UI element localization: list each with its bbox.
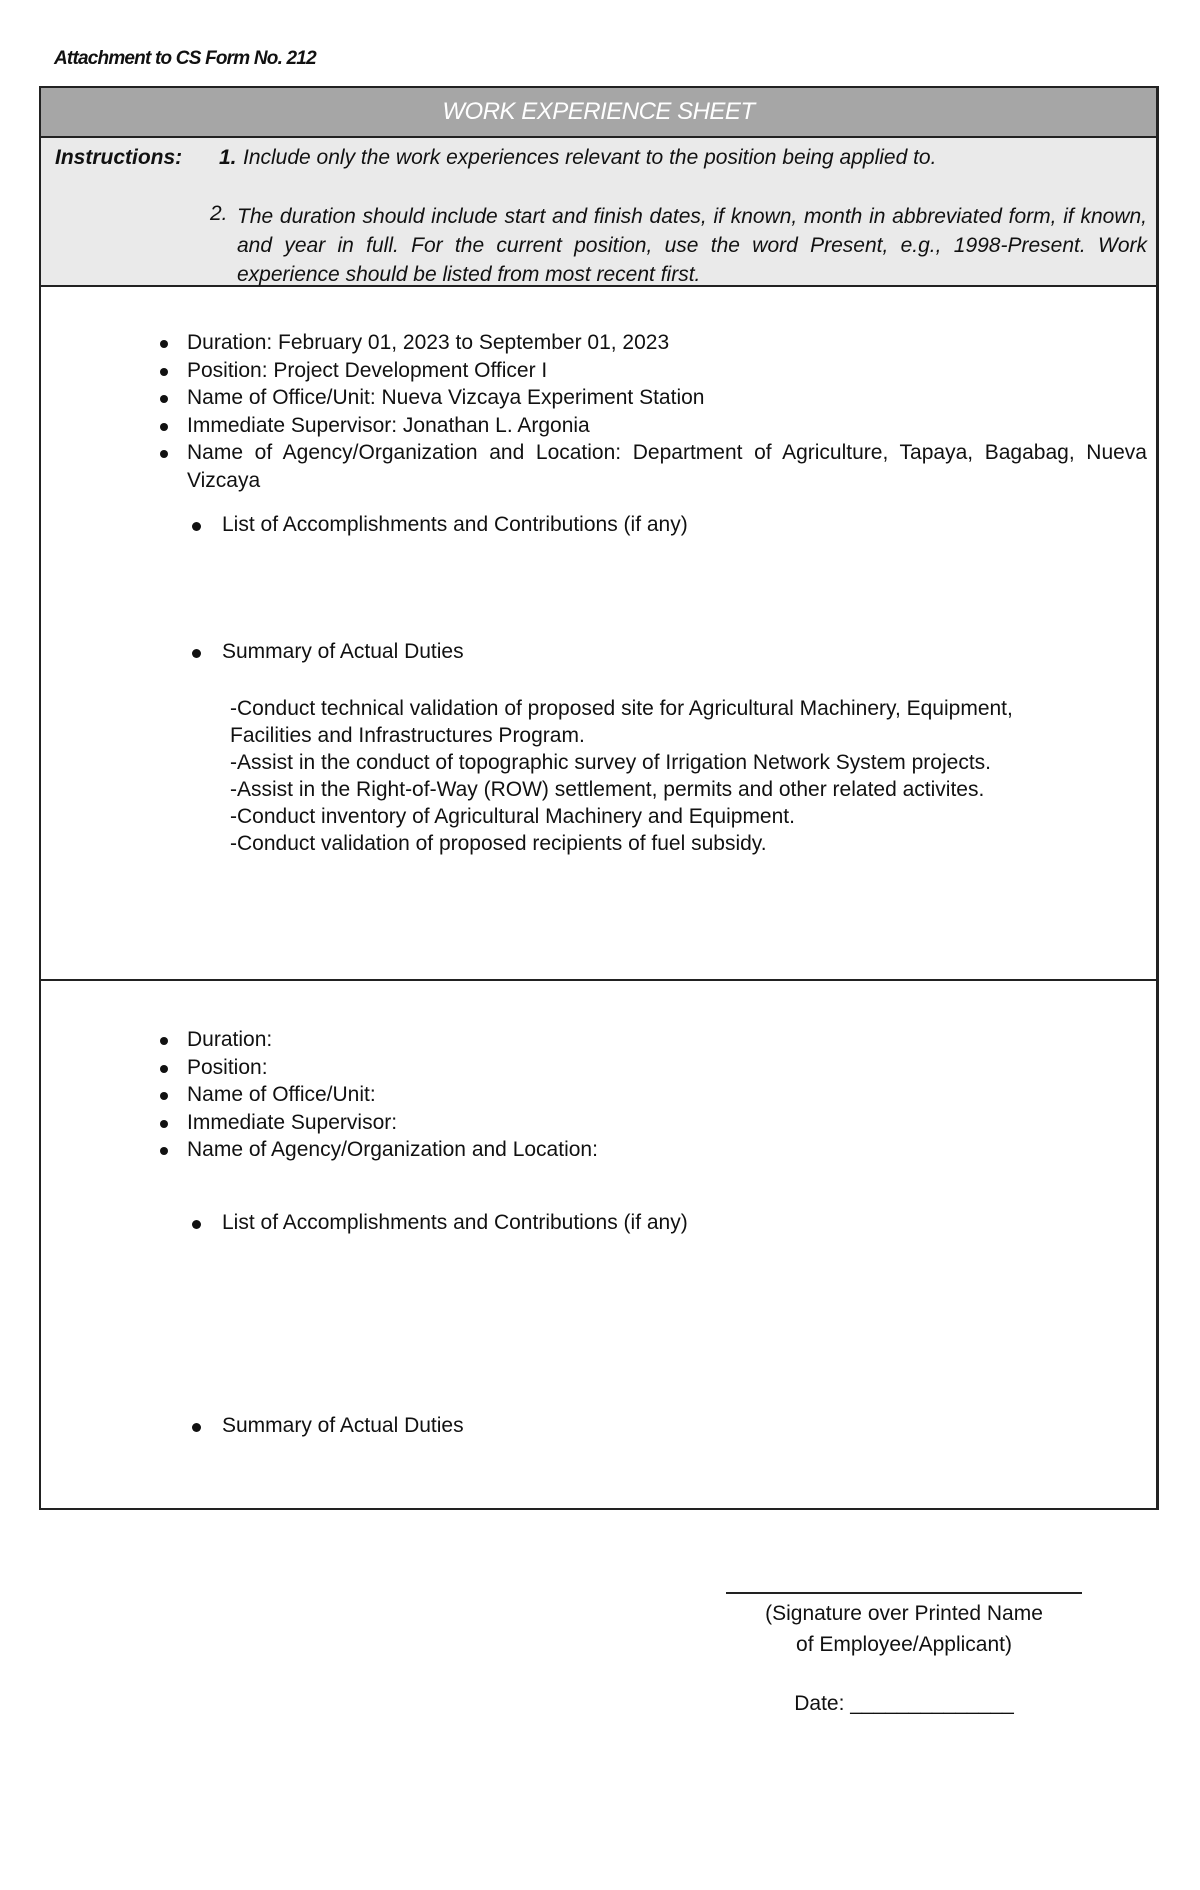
duty-line: -Conduct technical validation of proposed site for Agricultural Machinery, Equipment,: [230, 697, 1013, 720]
accomplishments-heading: List of Accomplishments and Contributions (if any): [153, 1211, 688, 1235]
experience-entry-1: [41, 287, 1156, 981]
instruction-2: The duration should include start and finish dates, if known, month in abbreviated form, if known, and year in full. For the current position, use the word Present, e.g., 1998-Present. Work experience should be listed from most recent first.: [237, 205, 1147, 286]
entry-2-fields: [123, 1026, 1147, 1164]
duties-heading: Summary of Actual Duties: [153, 640, 464, 664]
signature-caption: [726, 1598, 1082, 1660]
agency-field: Name of Agency/Organization and Location: Department of Agriculture, Tapaya, Bagabag, Nueva Vizcaya: [123, 439, 1147, 494]
duties-list: [230, 695, 1130, 857]
sheet-title: WORK EXPERIENCE SHEET: [41, 88, 1156, 138]
instruction-1: Include only the work experiences relevant to the position being applied to.: [243, 146, 937, 169]
office-field: Name of Office/Unit: Nueva Vizcaya Experiment Station: [123, 384, 1147, 412]
attachment-label: Attachment to CS Form No. 212: [54, 48, 316, 69]
supervisor-field: Immediate Supervisor:: [123, 1109, 1147, 1137]
instruction-1-number: 1.: [219, 146, 237, 169]
instructions-box: [41, 138, 1156, 287]
duration-field: Duration: February 01, 2023 to September 01, 2023: [123, 329, 1147, 357]
office-field: Name of Office/Unit:: [123, 1081, 1147, 1109]
agency-field: Name of Agency/Organization and Location:: [123, 1136, 1147, 1164]
duration-field: Duration:: [123, 1026, 1147, 1054]
signature-caption-line-2: of Employee/Applicant): [796, 1633, 1012, 1656]
signature-caption-line-1: (Signature over Printed Name: [765, 1602, 1043, 1625]
instructions-label: Instructions:: [55, 146, 183, 169]
date-field: Date: ______________: [794, 1692, 1014, 1715]
duty-line: Facilities and Infrastructures Program.: [230, 724, 585, 747]
duty-line: -Conduct validation of proposed recipients of fuel subsidy.: [230, 832, 767, 855]
instruction-2-number: 2.: [210, 202, 228, 225]
entry-1-fields: [123, 329, 1147, 494]
experience-entry-2: [41, 981, 1156, 1510]
supervisor-field: Immediate Supervisor: Jonathan L. Argonia: [123, 412, 1147, 440]
duty-line: -Assist in the conduct of topographic survey of Irrigation Network System projects.: [230, 751, 991, 774]
signature-line: [726, 1592, 1082, 1594]
accomplishments-heading: List of Accomplishments and Contributions (if any): [153, 513, 688, 537]
position-field: Position:: [123, 1054, 1147, 1082]
work-experience-sheet: [39, 86, 1159, 1510]
duty-line: -Assist in the Right-of-Way (ROW) settlement, permits and other related activites.: [230, 778, 985, 801]
duties-heading: Summary of Actual Duties: [153, 1414, 464, 1438]
duty-line: -Conduct inventory of Agricultural Machinery and Equipment.: [230, 805, 795, 828]
position-field: Position: Project Development Officer I: [123, 357, 1147, 385]
